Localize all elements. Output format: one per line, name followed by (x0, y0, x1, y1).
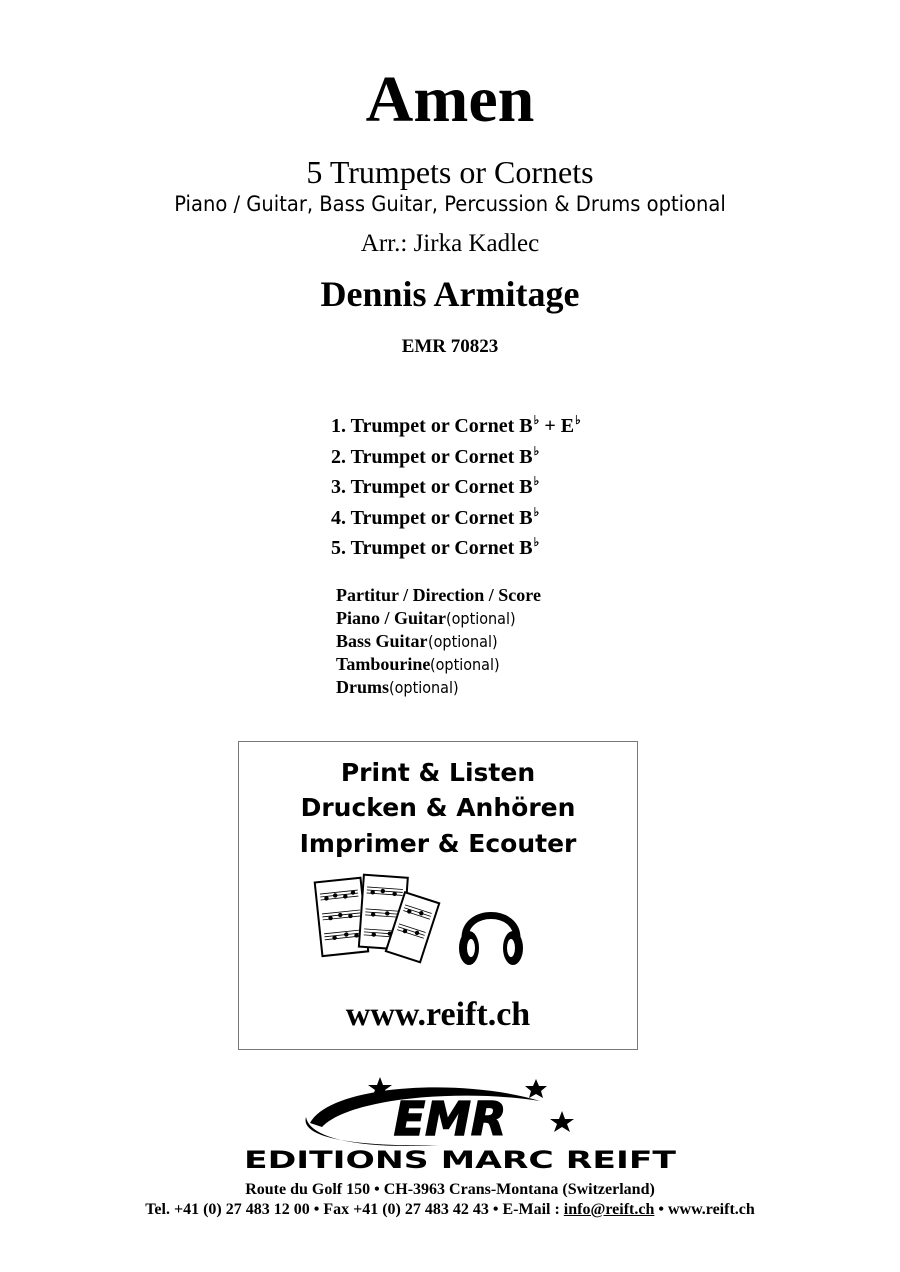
emr-logo (240, 1075, 680, 1175)
sheet-music-icon (311, 872, 441, 968)
promo-line-en: Print & Listen (340, 758, 536, 787)
instrumentation-subtitle: 5 Trumpets or Cornets (306, 154, 594, 190)
logo-mark: EMR (393, 1092, 507, 1146)
publisher-name: EDITIONS MARC REIFT (244, 1146, 677, 1174)
email-link[interactable]: info@reift.ch (563, 1201, 655, 1218)
page-title: Amen (365, 63, 535, 136)
part-item: 3. Trumpet or Cornet B♭ (331, 474, 540, 498)
headphones-icon (455, 892, 527, 972)
promo-line-de: Drucken & Anhören (300, 793, 576, 822)
print-listen-box (238, 741, 638, 1050)
part-item: 1. Trumpet or Cornet B♭ + E♭ (331, 413, 581, 437)
list-item: Partitur / Direction / Score (336, 585, 541, 605)
parts-list (331, 405, 581, 558)
list-item: Bass Guitar(optional) (336, 631, 498, 651)
composer: Dennis Armitage (320, 274, 580, 314)
website-link[interactable]: www.reift.ch (345, 996, 531, 1033)
optional-instruments: Piano / Guitar, Bass Guitar, Percussion & Drums optional (174, 192, 726, 216)
additional-parts-list (336, 584, 541, 699)
arranger: Arr.: Jirka Kadlec (360, 230, 540, 257)
promo-line-fr: Imprimer & Ecouter (299, 829, 577, 858)
part-item: 4. Trumpet or Cornet B♭ (331, 504, 540, 529)
list-item: Drums(optional) (336, 677, 459, 697)
list-item: Piano / Guitar(optional) (336, 608, 516, 628)
publisher-address: Route du Golf 150 • CH-3963 Crans-Montana (Switzerland) (245, 1181, 655, 1198)
catalog-number: EMR 70823 (401, 336, 499, 357)
part-item: 2. Trumpet or Cornet B♭ (331, 443, 540, 468)
part-item: 5. Trumpet or Cornet B♭ (331, 535, 540, 559)
publisher-contact: Tel. +41 (0) 27 483 12 00 • Fax +41 (0) 27 483 42 43 • E-Mail : info@reift.ch • www.reift.ch (145, 1201, 755, 1218)
list-item: Tambourine(optional) (336, 654, 500, 674)
